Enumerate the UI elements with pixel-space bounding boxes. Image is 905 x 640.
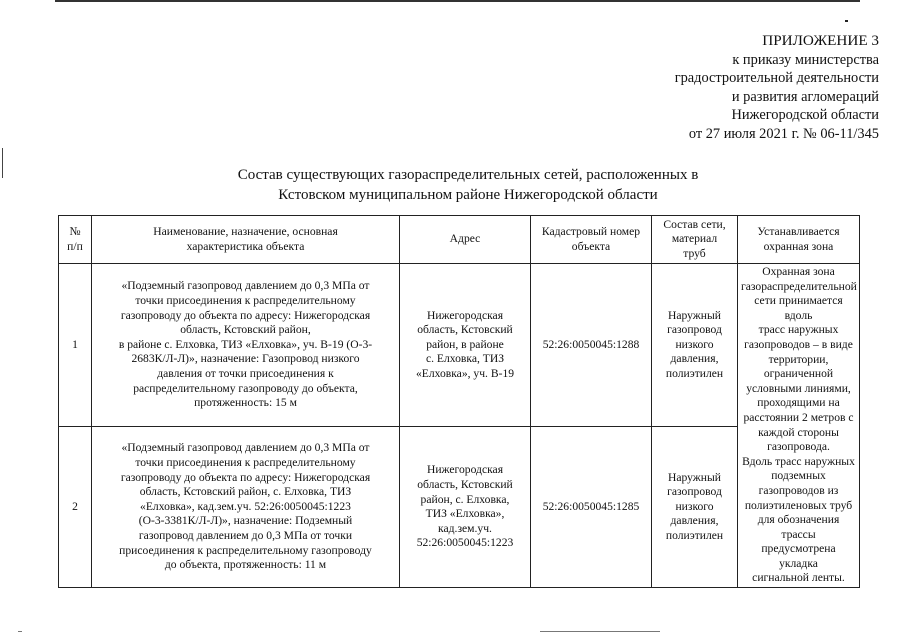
row-cadastral: 52:26:0050045:1285 (531, 427, 652, 588)
appendix-block (675, 32, 879, 143)
protection-zone-text: Охранная зона газораспределительной сети принимается вдоль трасс наружных газопроводов – в виде территории, ограниченной условными линиями, проходящими на расстоянии 2 метров с каждой стороны газопровода. Вдоль трасс наружных подземных газопроводов из полиэтиленовых труб для обозначения трассы предусмотрена укладка сигнальной ленты. (738, 264, 860, 588)
header-num: № п/п (59, 216, 92, 264)
scan-edge-left (2, 148, 3, 178)
scan-speck-bottom (18, 631, 22, 632)
table-row (59, 264, 860, 427)
row-name: «Подземный газопровод давлением до 0,3 МПа от точки присоединения к распределительному газопроводу до объекта по адресу: Нижегородская область, Кстовский район, с. Елховка, ТИЗ «Елховка», кад.зем.уч. 52:26:0050045:1223 (О-3-3381К/Л-Л)», назначение: Подземный газопровод давлением до 0,3 МПа от точки присоединения к распределительному газопроводу до объекта, протяженность: 11 м (92, 427, 400, 588)
appendix-label: ПРИЛОЖЕНИЕ 3 (762, 32, 879, 49)
header-address: Адрес (400, 216, 531, 264)
scan-edge-top (55, 0, 860, 2)
header-name: Наименование, назначение, основная характеристика объекта (92, 216, 400, 264)
row-composition: Наружный газопровод низкого давления, полиэтилен (652, 264, 738, 427)
title-line-2: Кстовском муниципальном районе Нижегородской области (278, 187, 658, 203)
header-composition: Состав сети, материал труб (652, 216, 738, 264)
document-title (200, 165, 736, 205)
row-cadastral: 52:26:0050045:1288 (531, 264, 652, 427)
table-header-row (59, 216, 860, 264)
header-zone: Устанавливается охранная зона (738, 216, 860, 264)
row-name: «Подземный газопровод давлением до 0,3 МПа от точки присоединения к распределительному газопроводу до объекта по адресу: Нижегородская область, Кстовский район, в районе с. Елховка, ТИЗ «Елховка», уч. В-19 (О-3- 2683К/Л-Л)», назначение: Газопровод низкого давления от точки присоединения к распределительному газопроводу до объекта, протяженность: 15 м (92, 264, 400, 427)
scan-speck (845, 20, 848, 22)
row-address: Нижегородская область, Кстовский район, в районе с. Елховка, ТИЗ «Елховка», уч. В-19 (400, 264, 531, 427)
row-address: Нижегородская область, Кстовский район, с. Елховка, ТИЗ «Елховка», кад.зем.уч. 52:26:0050045:1223 (400, 427, 531, 588)
title-line-1: Состав существующих газораспределительных сетей, расположенных в (237, 167, 699, 183)
appendix-line: Нижегородской области (731, 107, 879, 123)
row-num: 1 (59, 264, 92, 427)
appendix-line: и развития агломераций (731, 88, 879, 105)
row-num: 2 (59, 427, 92, 588)
row-composition: Наружный газопровод низкого давления, полиэтилен (652, 427, 738, 588)
gas-network-table (58, 215, 860, 588)
appendix-line: градостроительной деятельности (674, 70, 879, 86)
appendix-line: от 27 июля 2021 г. № 06-11/345 (688, 125, 879, 142)
header-cadastral: Кадастровый номер объекта (531, 216, 652, 264)
scan-edge-bottom (540, 631, 660, 632)
appendix-line: к приказу министерства (732, 51, 879, 68)
